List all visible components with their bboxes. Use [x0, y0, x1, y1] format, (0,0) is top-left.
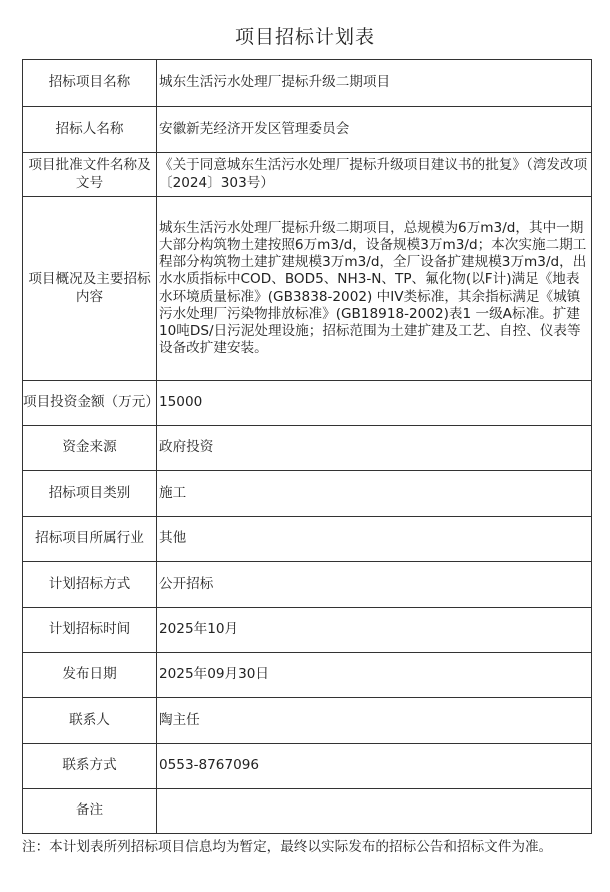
table-row — [23, 789, 592, 834]
table-row — [23, 381, 592, 426]
row-value: 0553-8767096 — [157, 744, 592, 789]
row-value: 陶主任 — [157, 698, 592, 744]
row-value: 2025年10月 — [157, 608, 592, 653]
table-row — [23, 197, 592, 381]
table-row — [23, 517, 592, 562]
row-label: 发布日期 — [23, 653, 157, 698]
row-value: 其他 — [157, 517, 592, 562]
row-label: 招标项目类别 — [23, 471, 157, 517]
row-value: 城东生活污水处理厂提标升级二期项目，总规模为6万m3/d，其中一期大部分构筑物土建按照6万m3/d，设备规模3万m3/d；本次实施二期工程部分构筑物土建扩建规模3万m3/d，全厂设备扩建规模3万m3/d，出水水质指标中COD、BOD5、NH3-N、TP、氟化物(以F计)满足《地表水环境质量标准》(GB3838-2002) 中IV类标准，其余指标满足《城镇污水处理厂污染物排放标准》(GB18918-2002)表1 一级A标准。扩建10吨DS/日污泥处理设施；招标范围为土建扩建及工艺、自控、仪表等设备改扩建安装。 — [157, 197, 592, 381]
row-value: 施工 — [157, 471, 592, 517]
table-row — [23, 471, 592, 517]
row-value: 政府投资 — [157, 426, 592, 471]
footnote: 注：本计划表所列招标项目信息均为暂定，最终以实际发布的招标公告和招标文件为准。 — [22, 839, 553, 855]
row-value: 安徽新芜经济开发区管理委员会 — [157, 107, 592, 153]
table-row — [23, 107, 592, 153]
row-value: 2025年09月30日 — [157, 653, 592, 698]
row-value — [157, 789, 592, 834]
row-label: 联系人 — [23, 698, 157, 744]
row-label: 联系方式 — [23, 744, 157, 789]
table-row — [23, 153, 592, 197]
page-title: 项目招标计划表 — [234, 26, 375, 48]
bid-plan-table — [22, 59, 592, 834]
row-value: 15000 — [157, 381, 592, 426]
row-value: 城东生活污水处理厂提标升级二期项目 — [157, 60, 592, 107]
row-label: 计划招标时间 — [23, 608, 157, 653]
row-value: 《关于同意城东生活污水处理厂提标升级项目建议书的批复》（湾发改项〔2024〕303号） — [157, 153, 592, 197]
table-row — [23, 426, 592, 471]
row-label: 项目投资金额（万元） — [23, 381, 157, 426]
row-label: 招标项目所属行业 — [23, 517, 157, 562]
table-row — [23, 744, 592, 789]
row-label: 资金来源 — [23, 426, 157, 471]
row-label: 计划招标方式 — [23, 562, 157, 608]
row-label: 招标项目名称 — [23, 60, 157, 107]
row-label: 备注 — [23, 789, 157, 834]
table-row — [23, 653, 592, 698]
row-label: 项目概况及主要招标内容 — [23, 197, 157, 381]
table-row — [23, 562, 592, 608]
table-row — [23, 60, 592, 107]
row-value: 公开招标 — [157, 562, 592, 608]
row-label: 项目批准文件名称及文号 — [23, 153, 157, 197]
table-row — [23, 608, 592, 653]
row-label: 招标人名称 — [23, 107, 157, 153]
table-row — [23, 698, 592, 744]
